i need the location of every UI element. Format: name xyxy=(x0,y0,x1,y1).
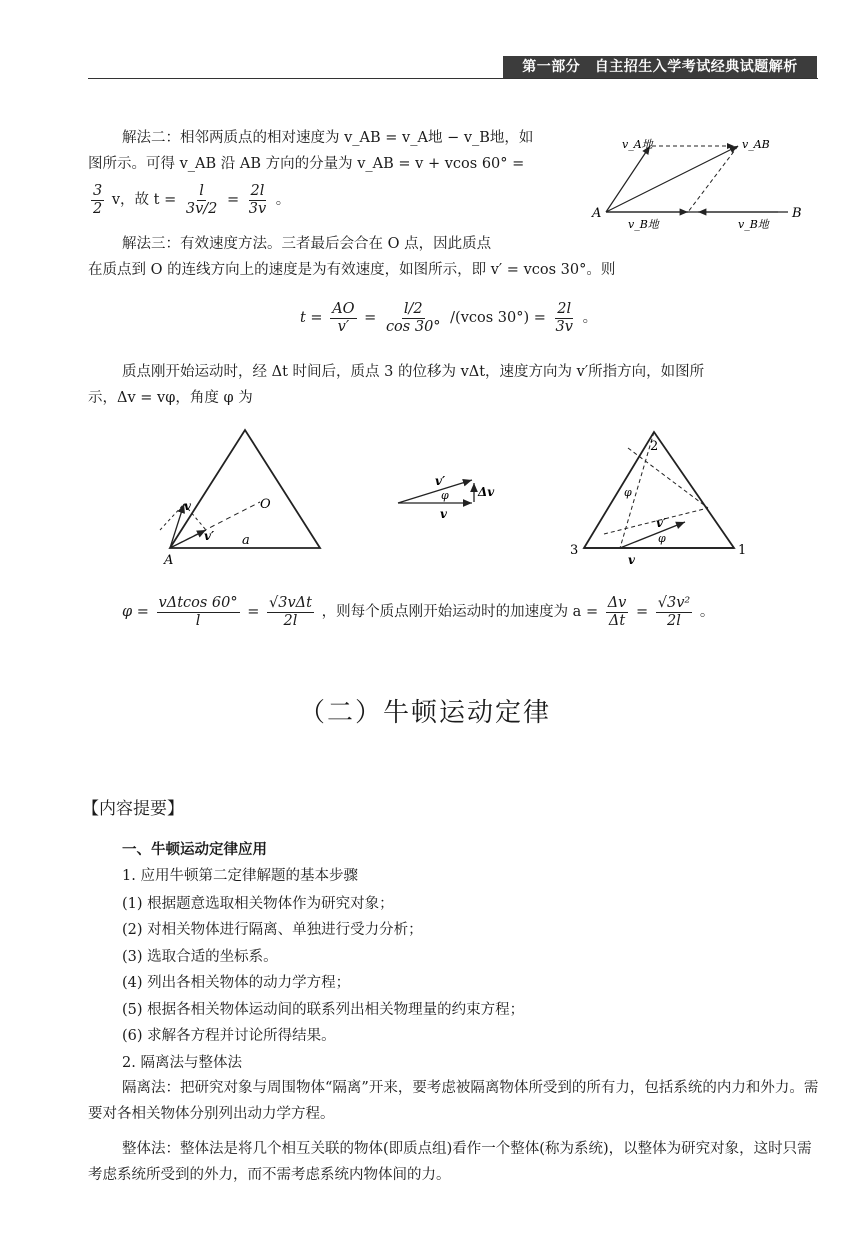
isolation-paragraph: 隔离法：把研究对象与周围物体“隔离”开来，要考虑被隔离物体所受到的所有力，包括系统的内力和外力。需要对各相关物体分别列出动力学方程。 xyxy=(88,1080,819,1122)
va-arrow xyxy=(606,146,650,212)
label-vba: v_B地 xyxy=(738,218,769,231)
left-a-vertex: A xyxy=(164,553,174,566)
period: 。 xyxy=(275,192,291,208)
label-vb: v_B地 xyxy=(628,218,659,231)
mid-phi: φ xyxy=(441,489,449,502)
section-title: （二）牛顿运动定律 xyxy=(298,698,551,728)
frac-den: 2l xyxy=(667,612,681,629)
solution2-line3 xyxy=(88,180,290,220)
frac-num: √3vΔt xyxy=(269,594,312,611)
right-n2: 2 xyxy=(650,439,659,454)
phi-equals: φ = xyxy=(122,604,149,620)
left-vp: v′ xyxy=(204,529,215,543)
solution3-line1: 解法三：有效速度方法。三者最后会合在 O 点，因此质点 xyxy=(122,236,492,252)
solution2-line2: 图所示。可得 v_AB 沿 AB 方向的分量为 v_AB = v + vcos 60° = xyxy=(88,156,525,172)
step-item: (1) 根据题意选取相关物体作为研究对象； xyxy=(122,896,394,912)
step-item: (4) 列出各相关物体的动力学方程； xyxy=(122,975,351,991)
step-item: (2) 对相关物体进行隔离、单独进行受力分析； xyxy=(122,922,423,938)
frac-den: 2 xyxy=(93,200,103,217)
right-v-label: v xyxy=(628,553,635,566)
page-header-title: 第一部分 自主招生入学考试经典试题解析 xyxy=(503,56,817,78)
triangle-figures xyxy=(140,426,820,566)
frac-num: AO xyxy=(332,300,355,317)
period: 。 xyxy=(699,604,715,620)
summary-label: 【内容提要】 xyxy=(82,799,184,819)
phi-formula: φ = $\frac{\text{vΔtcos 60°}}{l}$ = $\frac{\text{√3vΔt}}{2l}$ ，则每个质点刚开始运动时的加速度为 a = $\frac{\Delta v}{\Delta t}$ = $\frac{\text{√3v²}}{2l}$ 。 xyxy=(122,594,715,629)
right-n1: 1 xyxy=(738,543,747,558)
frac-den: l xyxy=(195,612,201,629)
label-a: A xyxy=(592,206,602,221)
subheading-isolation: 2. 隔离法与整体法 xyxy=(122,1055,242,1071)
right-dashed-2 xyxy=(628,448,708,508)
frac-den: v′ xyxy=(337,318,350,335)
left-triangle xyxy=(170,430,320,548)
frac-num: 2l xyxy=(250,182,265,199)
right-triangle xyxy=(584,432,734,548)
frac-den: 2l xyxy=(283,612,298,629)
frac-den: cos 30° xyxy=(385,318,441,335)
solution3-equation: t = $\frac{AO}{v'}$ = $\frac{l/2}{\cos 30^\circ}$ /(vcos 30°) = $\frac{2l}{3v}$ 。 xyxy=(300,300,598,335)
frac-num: l/2 xyxy=(403,300,423,317)
frac-num: l xyxy=(199,182,204,199)
left-o: O xyxy=(260,497,271,512)
step-item: (6) 求解各方程并讨论所得结果。 xyxy=(122,1028,336,1044)
vab-arrow xyxy=(606,146,738,212)
dashed-right xyxy=(688,146,738,212)
left-v: v xyxy=(184,499,191,513)
whole-paragraph: 整体法：整体法是将几个相互关联的物体(即质点组)看作一个整体(称为系统)，以整体为研究对象，这时只需考虑系统所受到的外力，而不需考虑系统内物体间的力。 xyxy=(88,1141,812,1183)
solution2-line1: 解法二：相邻两质点的相对速度为 v_AB = v_A地 − v_B地，如 xyxy=(122,130,534,146)
frac-num: vΔtcos 60° xyxy=(158,594,238,611)
header-rule xyxy=(88,78,818,79)
frac-num: Δv xyxy=(607,594,627,611)
t-equals: t = xyxy=(300,310,323,326)
motion-line2: 示，Δv = vφ，角度 φ 为 xyxy=(88,390,253,406)
right-phi1: φ xyxy=(624,486,632,499)
label-vab: v_AB xyxy=(742,138,770,151)
equals-sign: = xyxy=(247,604,260,620)
solution3-line2: 在质点到 O 的连线方向上的速度是为有效速度，如图所示，即 v′ = vcos 30°。则 xyxy=(88,262,616,278)
right-n3: 3 xyxy=(570,543,579,558)
frac-den: 3v xyxy=(555,318,573,335)
label-va: v_A地 xyxy=(622,138,653,151)
frac-num: 2l xyxy=(557,300,572,317)
right-vp xyxy=(620,522,685,548)
frac-den: 3v xyxy=(248,200,267,217)
mid-expression: /(vcos 30°) = xyxy=(450,310,546,326)
period: 。 xyxy=(582,310,598,326)
solution2-prefix: v，故 t = xyxy=(111,192,177,208)
equals-sign: = xyxy=(226,192,240,208)
frac-num: √3v² xyxy=(657,594,691,611)
motion-line1: 质点刚开始运动时，经 Δt 时间后，质点 3 的位移为 vΔt，速度方向为 v′所指方向，如图所 xyxy=(122,364,705,380)
subheading-steps: 1. 应用牛顿第二定律解题的基本步骤 xyxy=(122,868,358,884)
label-b: B xyxy=(792,206,802,221)
heading-newton-applications: 一、牛顿运动定律应用 xyxy=(122,842,267,858)
frac-den: 3v/2 xyxy=(185,200,218,217)
frac-den: Δt xyxy=(608,612,626,629)
frac-num: 3 xyxy=(93,182,103,199)
mid-v-label: v xyxy=(440,507,447,521)
right-vp-label: v′ xyxy=(656,516,667,530)
step-item: (3) 选取合适的坐标系。 xyxy=(122,949,278,965)
step-item: (5) 根据各相关物体运动间的联系列出相关物理量的约束方程； xyxy=(122,1002,525,1018)
velocity-figure xyxy=(588,124,818,232)
mid-dv-label: Δv xyxy=(478,485,495,499)
mid-vp-label: v′ xyxy=(435,474,446,488)
left-a-side: a xyxy=(242,533,250,548)
phi-text: ，则每个质点刚开始运动时的加速度为 a = xyxy=(321,604,599,620)
right-phi2: φ xyxy=(658,532,666,545)
